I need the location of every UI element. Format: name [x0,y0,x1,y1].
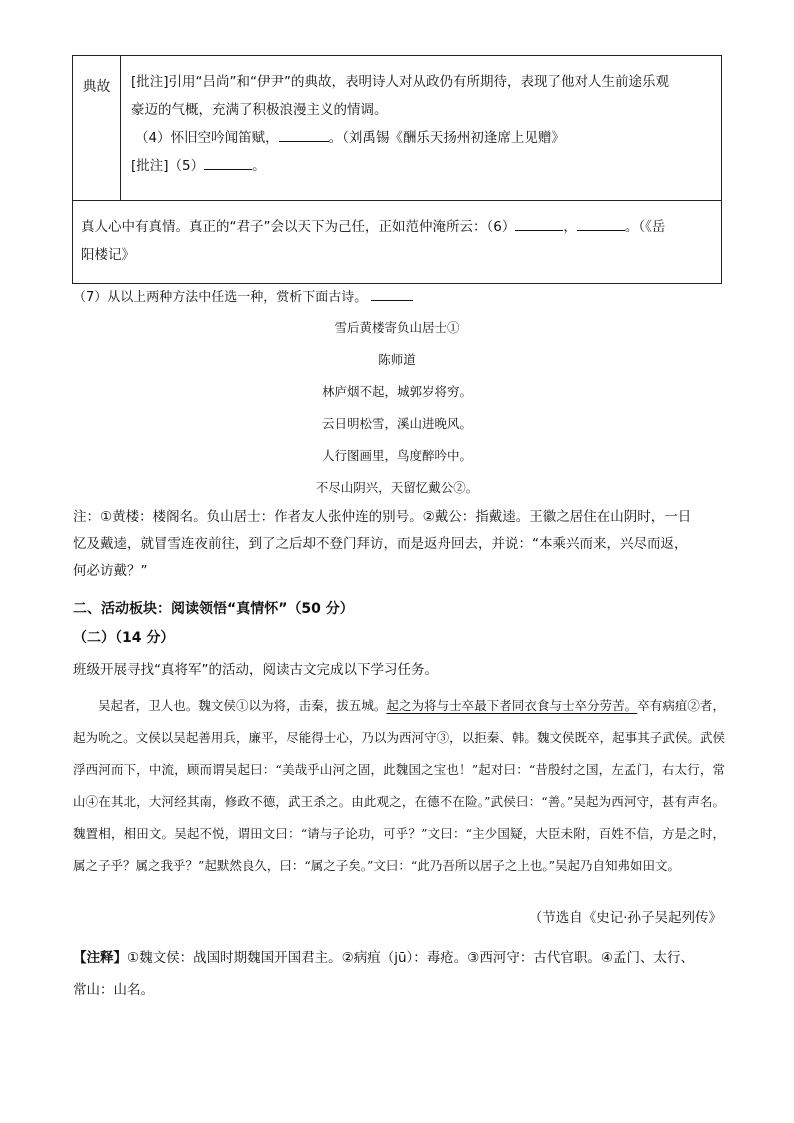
question-7-text: （7）从以上两种方法中任选一种，赏析下面古诗。 [73,290,368,305]
poem-note-line: 忆及戴逵，就冒雪连夜前往，到了之后却不登门拜访，而是返舟回去，并说：“本乘兴而来，兴尽而返， [73,536,688,552]
annotation-table [72,55,722,284]
source-citation: （节选自《史记·孙子吴起列传》 [528,910,722,926]
task-intro: 班级开展寻找“真将军”的活动，阅读古文完成以下学习任务。 [73,662,438,678]
poem-line: 人行图画里，鸟度醉吟中。 [321,448,472,463]
item-5-suffix: 。 [252,158,266,174]
poem-note-line: 何必访戴？” [73,563,148,579]
item-6-prefix: 真人心中有真情。真正的“君子”会以天下为己任，正如范仲淹所云：（6） [81,219,516,235]
ancient-text-part-1: 吴起者，卫人也。魏文侯①以为将，击秦，拔五城。 [98,698,387,713]
answer-blank-6b[interactable] [577,218,625,231]
table-row-sentiment [73,201,721,283]
annotation-label: 【注释】 [73,950,127,966]
ancient-text [73,690,725,882]
poem-line: 云日明松雪，溪山进晚风。 [321,416,472,431]
annotations [73,942,733,1006]
poem-author: 陈师道 [378,352,416,367]
poem-line: 林庐烟不起，城郭岁将穷。 [321,384,472,399]
poem-line: 不尽山阴兴，天留忆戴公②。 [315,480,479,495]
annotation-line: 常山：山名。 [73,982,154,998]
answer-blank-7[interactable] [371,288,413,301]
item-4-suffix: 。（刘禹锡《酬乐天扬州初逢席上见赠》 [328,130,565,146]
question-7 [73,288,413,308]
annotation-line [73,942,733,974]
item-4-prefix: （4）怀旧空吟闻笛赋， [135,130,279,146]
table-row-allusion [73,56,721,201]
item-5 [131,152,713,180]
poem-note-line: 注：①黄楼：楼阁名。负山居士：作者友人张仲连的别号。②戴公：指戴逵。王徽之居住在山阴时，一日 [73,509,692,525]
ancient-text-part-2: 卒有病疽②者，起为吮之。文侯以吴起善用兵，廉平，尽能得士心，乃以为西河守③，以拒秦、韩。魏文侯既卒，起事其子武侯。武侯浮西河而下，中流，顾而谓吴起曰：“美哉乎山河之固，此魏国之宝也！”起对曰：“昔殷纣之国，左孟门，右太行，常山④在其北，大河经其南，修政不德，武王杀之。由此观之，在德不在险。”武侯曰：“善。”吴起为西河守，甚有声名。魏置相，相田文。吴起不悦，谓田文曰：“请与子论功，可乎？”文曰：“主少国疑，大臣未附，百姓不信，方是之时，属之子乎？属之我乎？”起默然良久，曰：“属之子矣。”文曰：“此乃吾所以居子之上也。”吴起乃自知弗如田文。 [73,698,725,873]
underlined-sentence: 起之为将与士卒最下者同衣食与士卒分劳苦。 [386,698,638,713]
item-4 [131,124,713,152]
item-6 [81,213,713,241]
annotation-line-1: [批注]引用“吕尚”和“伊尹”的典故，表明诗人对从政仍有所期待，表现了他对人生前途乐观 [131,74,670,90]
table-allusion-content [121,56,721,200]
answer-blank-4[interactable] [279,129,329,142]
subsection-title: （二）（14 分） [73,630,175,646]
item-6-line-2: 阳楼记》 [81,247,135,263]
annotation-text-1: ①魏文侯：战国时期魏国开国君主。②病疽（jū）：毒疮。③西河守：古代官职。④孟门、太行、 [127,950,694,966]
item-6-suffix: 。（《岳 [624,219,666,235]
item-6-comma: ， [563,219,577,235]
section-2-title: 二、活动板块：阅读领悟“真情怀”（50 分） [73,601,354,617]
ancient-paragraph [73,690,725,882]
item-5-prefix: [批注]（5） [131,158,205,174]
annotation-line-2: 豪迈的气概，充满了积极浪漫主义的情调。 [131,102,388,118]
poem-notes [73,504,725,585]
poem-title: 雪后黄楼寄负山居士① [334,320,460,335]
poem [0,318,794,510]
answer-blank-6a[interactable] [515,218,563,231]
table-category-label: 典故 [73,56,121,200]
answer-blank-5[interactable] [204,157,252,170]
